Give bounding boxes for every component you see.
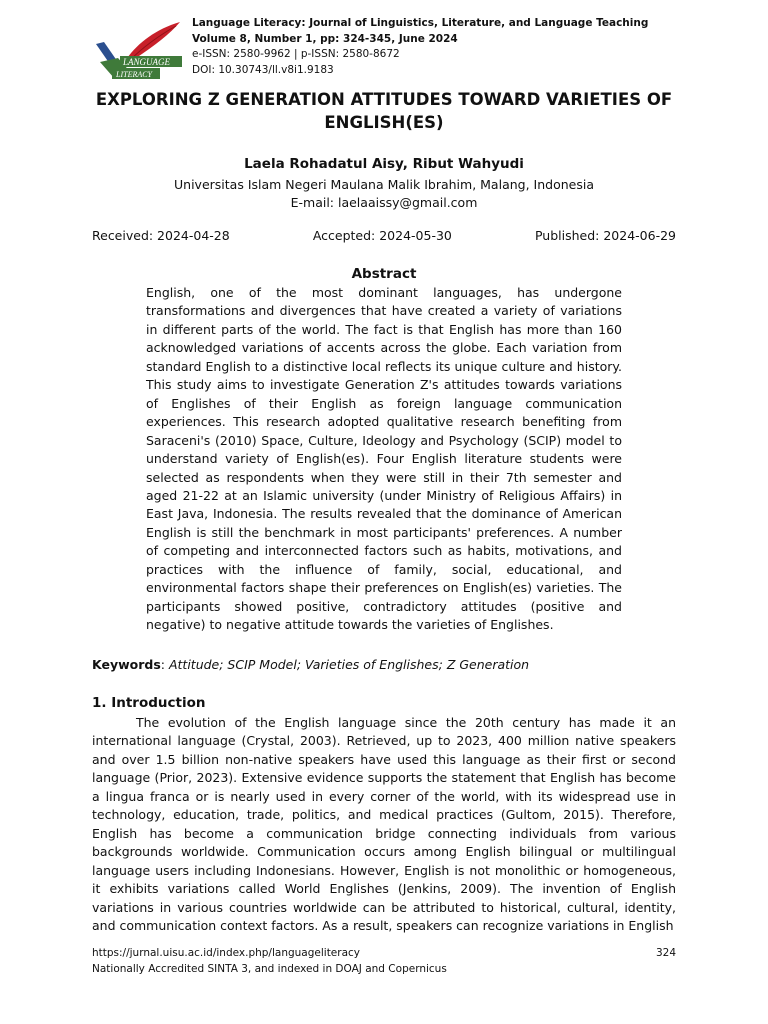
accepted-date: Accepted: 2024-05-30	[312, 228, 452, 243]
journal-name: Language Literacy: Journal of Linguistics, Literature, and Language Teaching	[192, 17, 649, 29]
published-date: Published: 2024-06-29	[534, 228, 676, 243]
issn-info: e-ISSN: 2580-9962 | p-ISSN: 2580-8672	[192, 48, 400, 60]
abstract-heading: Abstract	[351, 266, 417, 282]
received-date: Received: 2024-04-28	[92, 228, 230, 243]
author-affiliation: Universitas Islam Negeri Maulana Malik Ibrahim, Malang, Indonesia	[174, 177, 594, 192]
page-footer	[92, 946, 676, 977]
article-authors: Laela Rohadatul Aisy, Ribut Wahyudi	[244, 156, 524, 172]
abstract-text: English, one of the most dominant languages, has undergone transformations and divergences that have created a variety of variations in different parts of the world. The fact is that English has more than 160 acknowledged variations of accents across the globe. Each variation from standard English to a distinctive local reflects its unique culture and history. This study aims to investigate Generation Z's attitudes towards variations of Englishes of their English as foreign language communication experiences. This research adopted qualitative research benefiting from Saraceni's (2010) Space, Culture, Ideology and Psychology (SCIP) model to understand variety of English(es). Four English literature students were selected as respondents when they were still in their 7th semester and aged 21-22 at an Islamic university (under Ministry of Religious Affairs) in East Java, Indonesia. The results revealed that the dominance of American English is still the benchmark in most participants' preferences. A number of competing and interconnected factors such as habits, motivations, and practices with the influence of family, social, educational, and environmental factors shape their preferences on English(es) varieties. The participants showed positive, contradictory attitudes (positive and negative) to negative attitude towards the varieties of Englishes.	[146, 285, 622, 633]
author-email: E-mail: laelaaissy@gmail.com	[290, 195, 478, 210]
page-number: 324	[655, 947, 676, 959]
keywords-value: Attitude; SCIP Model; Varieties of Englishes; Z Generation	[168, 657, 530, 672]
accreditation-note: Nationally Accredited SINTA 3, and indexed in DOAJ and Copernicus	[92, 962, 447, 975]
article-dates	[92, 227, 676, 245]
keywords-line	[92, 656, 676, 674]
keywords-separator: :	[160, 657, 169, 672]
journal-url-link[interactable]: https://jurnal.uisu.ac.id/index.php/languageliteracy	[92, 947, 361, 959]
journal-logo	[92, 18, 188, 80]
logo-text-top: LANGUAGE	[123, 57, 170, 67]
logo-text-bottom: LITERACY	[116, 70, 153, 79]
journal-header	[192, 16, 672, 78]
introduction-heading: 1. Introduction	[92, 695, 206, 711]
article-title: EXPLORING Z GENERATION ATTITUDES TOWARD VARIETIES OF ENGLISH(ES)	[95, 90, 673, 132]
doi-info: DOI: 10.30743/ll.v8i1.9183	[192, 63, 334, 76]
introduction-text: The evolution of the English language since the 20th century has made it an international language (Crystal, 2003). Retrieved, up to 2023, 400 million native speakers and over 1.5 billion non-native speakers have used this language as their first or second language (Prior, 2023). Extensive evidence supports the statement that English has become a lingua franca or is nearly used in every corner of the world, with its widespread use in technology, education, trade, politics, and medical practices (Gultom, 2015). Therefore, English has become a communication bridge connecting individuals from various backgrounds worldwide. Communication occurs among English bilingual or multilingual language users including Indonesians. However, English is not monolithic or homogeneous, it exhibits variations called World Englishes (Jenkins, 2009). The invention of English variations in various countries worldwide can be attributed to historical, cultural, identity, and communication context factors. As a result, speakers can recognize variations in English	[92, 715, 676, 933]
volume-info: Volume 8, Number 1, pp: 324-345, June 2024	[192, 32, 458, 45]
keywords-label: Keywords	[92, 657, 161, 672]
